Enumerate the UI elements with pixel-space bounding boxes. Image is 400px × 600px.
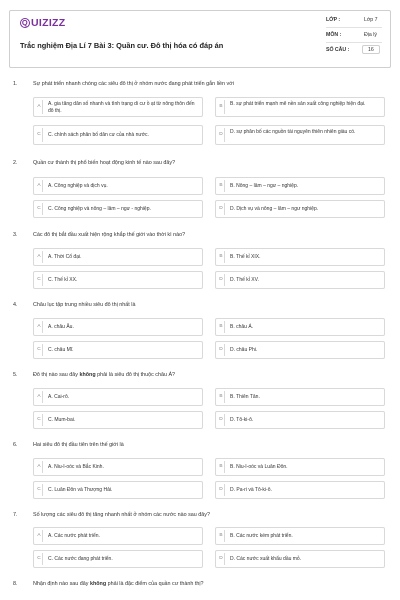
option-text: B. Các nước kém phát triển. [230, 533, 293, 539]
option-letter: C [36, 274, 43, 286]
option-letter: B [218, 100, 225, 114]
answer-option-a[interactable] [33, 248, 203, 266]
option-text: D. Tô-ki-ô. [230, 417, 254, 423]
page-title: Trắc nghiệm Địa Lí 7 Bài 3: Quần cư. Đô thị hóa có đáp án [20, 41, 224, 50]
option-text: C. Công nghiệp và nông – lâm – ngư - nghiệp. [48, 206, 151, 212]
meta-subject-label: MÔN : [326, 32, 342, 38]
option-text: D. Dịch vụ và nông – lâm – ngư nghiệp. [230, 206, 319, 212]
answer-option-a[interactable] [33, 458, 203, 476]
answer-option-b[interactable] [215, 248, 385, 266]
question-number: 6. [13, 442, 18, 448]
option-letter: D [218, 203, 225, 215]
answer-option-d[interactable] [215, 481, 385, 499]
answer-option-a[interactable] [33, 97, 203, 117]
option-text: B. châu Á. [230, 324, 254, 330]
option-text: C. Các nước đang phát triển. [48, 556, 113, 562]
option-text: D. châu Phi. [230, 347, 258, 353]
answer-option-a[interactable] [33, 318, 203, 336]
question-text: Hai siêu đô thị đầu tiên trên thế giới là [33, 442, 124, 448]
option-letter: D [218, 344, 225, 356]
question-text [33, 581, 373, 587]
option-text: B. Nông – lâm – ngư – nghiệp. [230, 183, 299, 189]
option-letter: A [36, 100, 43, 114]
quizizz-logo [20, 17, 65, 29]
option-letter: D [218, 484, 225, 496]
option-letter: C [36, 203, 43, 215]
option-letter: C [36, 128, 43, 142]
answer-option-d[interactable] [215, 271, 385, 289]
answer-option-a[interactable] [33, 527, 203, 545]
question-number: 8. [13, 581, 18, 587]
option-letter: A [36, 251, 43, 263]
option-letter: B [218, 530, 225, 542]
option-text: B. sự phát triển mạnh mẽ nền sản xuất công nghiệp hiện đại. [230, 101, 366, 107]
option-text: D. sự phân bố các nguồn tài nguyên thiên nhiên giàu có. [230, 129, 356, 135]
option-letter: B [218, 461, 225, 473]
answer-option-b[interactable] [215, 458, 385, 476]
option-text: A. Cai-rô. [48, 394, 70, 400]
answer-option-c[interactable] [33, 200, 203, 218]
meta-count-value: 16 [362, 45, 380, 54]
option-letter: C [36, 484, 43, 496]
question-text-emphasis: không [89, 581, 107, 587]
question-text-emphasis: không [79, 372, 96, 378]
option-letter: A [36, 461, 43, 473]
option-letter: C [36, 553, 43, 565]
option-letter: B [218, 321, 225, 333]
meta-count-label: SỐ CÂU : [326, 47, 350, 53]
question-text-part: Nhận định nào sau đây [33, 581, 90, 587]
question-text [33, 372, 373, 378]
option-letter: D [218, 553, 225, 565]
option-letter: B [218, 180, 225, 192]
option-text: D. Các nước xuất khẩu dầu mỏ. [230, 556, 302, 562]
answer-option-a[interactable] [33, 177, 203, 195]
logo-text: UIZIZZ [31, 17, 66, 29]
question-number: 3. [13, 232, 18, 238]
question-number: 4. [13, 302, 18, 308]
option-letter: C [36, 414, 43, 426]
option-text: C. chính sách phân bố dân cư của nhà nước. [48, 132, 149, 138]
option-text: C. Luân Đôn và Thượng Hải. [48, 487, 113, 493]
question-text: Số lượng các siêu đô thị tăng nhanh nhất ở nhóm các nước nào sau đây? [33, 512, 210, 518]
answer-option-c[interactable] [33, 411, 203, 429]
question-text: Châu lục tập trung nhiều siêu đô thị nhất là [33, 302, 136, 308]
answer-option-c[interactable] [33, 481, 203, 499]
option-text: A. Công nghiệp và dịch vụ. [48, 183, 108, 189]
option-text: D. Pa-ri và Tô-ki-ô. [230, 487, 272, 493]
question-number: 7. [13, 512, 18, 518]
option-text: A. Thời Cổ đại. [48, 254, 82, 260]
question-text-part: phải là đặc điểm của quần cư thành thị? [106, 581, 204, 587]
meta-class-label: LỚP : [326, 17, 341, 23]
option-letter: A [36, 180, 43, 192]
question-number: 5. [13, 372, 18, 378]
meta-divider [326, 27, 382, 28]
question-text: Quần cư thành thị phổ biến hoạt động kinh tế nào sau đây? [33, 160, 176, 166]
meta-divider [326, 42, 382, 43]
answer-option-b[interactable] [215, 177, 385, 195]
logo-q-icon: Q [21, 18, 29, 27]
option-text: B. Niu-I-oóc và Luân Đôn. [230, 464, 288, 470]
option-text: A. châu Âu. [48, 324, 74, 330]
question-text: Các đô thị bắt đầu xuất hiện rộng khắp thế giới vào thời kì nào? [33, 232, 186, 238]
option-text: C. châu Mĩ. [48, 347, 74, 353]
option-text: A. Các nước phát triển. [48, 533, 100, 539]
answer-option-b[interactable] [215, 527, 385, 545]
answer-option-b[interactable] [215, 388, 385, 406]
answer-option-c[interactable] [33, 550, 203, 568]
answer-option-c[interactable] [33, 125, 203, 145]
answer-option-b[interactable] [215, 97, 385, 117]
option-letter: D [218, 414, 225, 426]
option-text: D. Thế kỉ XV. [230, 277, 259, 283]
question-number: 1. [13, 81, 18, 87]
answer-option-d[interactable] [215, 341, 385, 359]
question-number: 2. [13, 160, 18, 166]
option-text: A. gia tăng dân số nhanh và tình trạng di cư ồ ạt từ nông thôn đến đô thị. [48, 101, 195, 114]
option-text: A. Niu-I-oóc và Bắc Kinh. [48, 464, 104, 470]
option-letter: A [36, 530, 43, 542]
option-text: B. Thiên Tân. [230, 394, 260, 400]
option-letter: C [36, 344, 43, 356]
answer-option-d[interactable] [215, 411, 385, 429]
meta-class-value: Lớp 7 [364, 17, 378, 23]
option-letter: A [36, 391, 43, 403]
option-letter: A [36, 321, 43, 333]
question-text: Sự phát triển nhanh chóng các siêu đô thị ở nhóm nước đang phát triển gắn liền với [33, 81, 234, 87]
answer-option-a[interactable] [33, 388, 203, 406]
question-text-part: phải là siêu đô thị thuộc châu Á? [95, 372, 176, 378]
option-text: C. Thế kỉ XX. [48, 277, 78, 283]
option-letter: B [218, 251, 225, 263]
answer-option-b[interactable] [215, 318, 385, 336]
answer-option-c[interactable] [33, 271, 203, 289]
answer-option-d[interactable] [215, 200, 385, 218]
option-letter: B [218, 391, 225, 403]
question-text-part: Đô thị nào sau đây [33, 372, 80, 378]
option-text: C. Mum-bai. [48, 417, 76, 423]
answer-option-d[interactable] [215, 125, 385, 145]
option-letter: D [218, 128, 225, 142]
answer-option-d[interactable] [215, 550, 385, 568]
option-text: B. Thế kỉ XIX. [230, 254, 261, 260]
option-letter: D [218, 274, 225, 286]
answer-option-c[interactable] [33, 341, 203, 359]
meta-subject-value: Địa lý [364, 32, 377, 38]
